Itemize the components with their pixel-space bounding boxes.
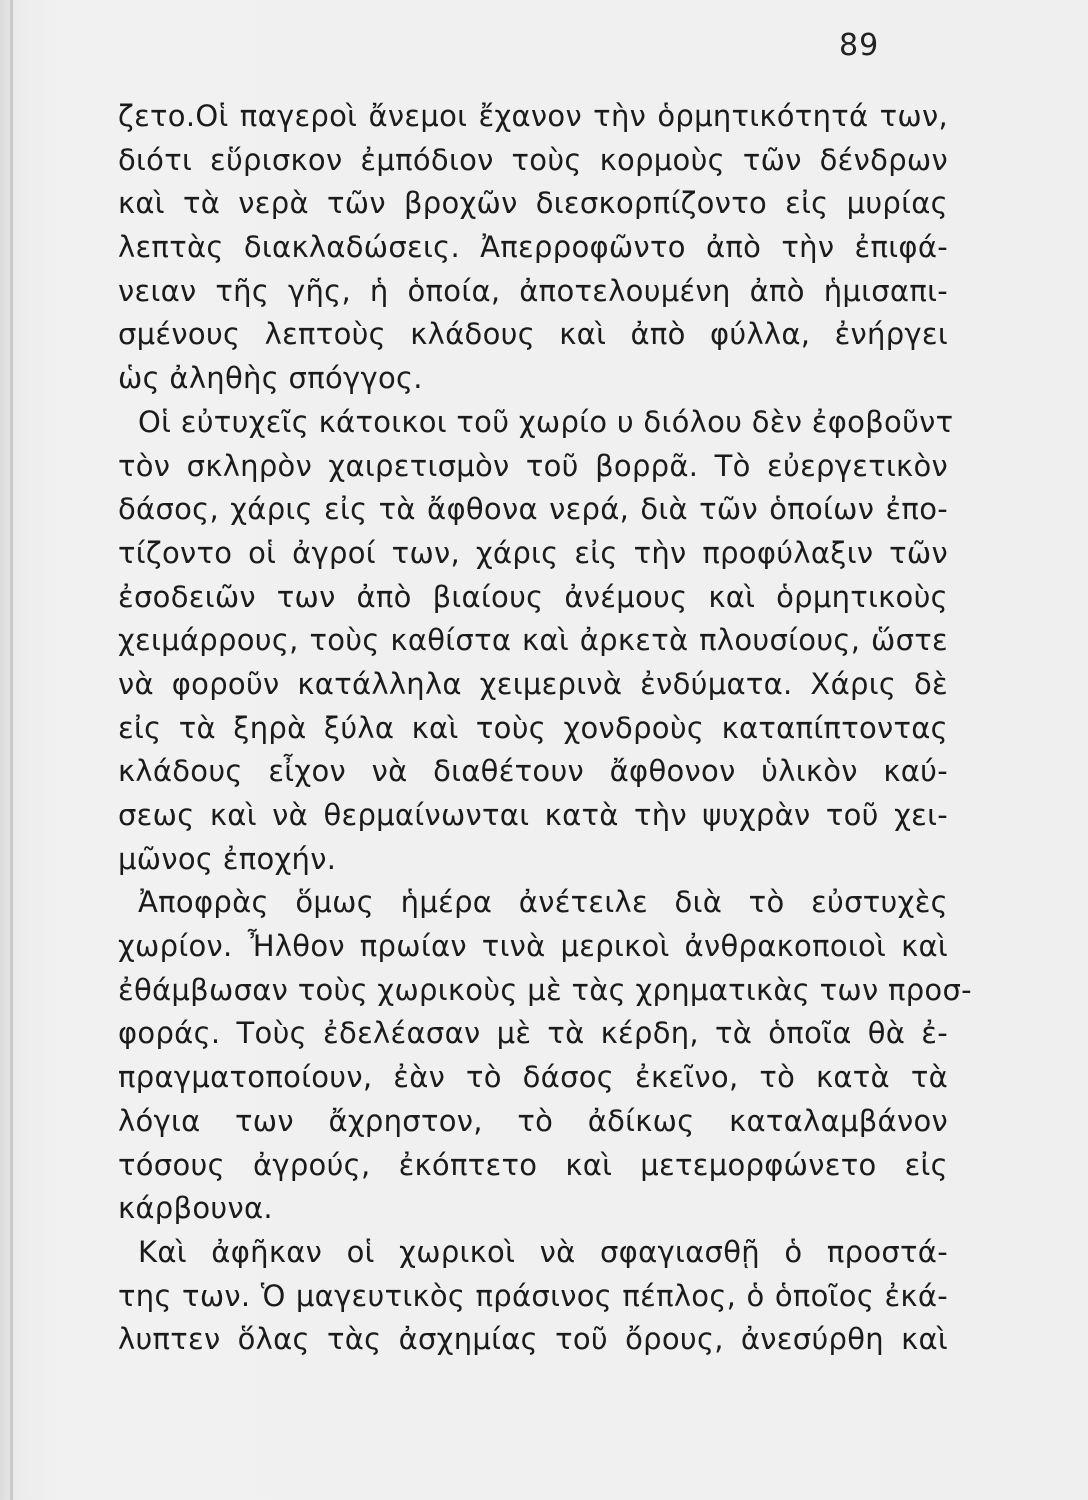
page-number: 89	[839, 28, 880, 63]
text-line: διότι εὕρισκον ἐμπόδιον τοὺς κορμοὺς τῶν δένδρων	[118, 142, 948, 177]
text-line: μῶνος ἐποχήν.	[118, 841, 337, 876]
text-line: Καὶ ἀφῆκαν οἱ χωρικοὶ νὰ σφαγιασθῇ ὁ προστά-	[138, 1234, 948, 1269]
text-line: νὰ φοροῦν κατάλληλα χειμερινὰ ἐνδύματα. Χάρις δὲ	[118, 666, 948, 701]
text-line: καὶ τὰ νερὰ τῶν βροχῶν διεσκορπίζοντο εἰς μυρίας	[118, 186, 948, 221]
text-line: Οἱ εὐτυχεῖς κάτοικοι τοῦ χωρίο υ διόλου δὲν ἐφοβοῦντ	[138, 404, 954, 439]
text-line: λεπτὰς διακλαδώσεις. Ἀπερροφῶντο ἀπὸ τὴν ἐπιφά-	[118, 230, 948, 265]
text-line: σμένους λεπτοὺς κλάδους καὶ ἀπὸ φύλλα, ἐνήργει	[118, 317, 948, 352]
text-line: δάσος, χάρις εἰς τὰ ἄφθονα νερά, διὰ τῶν ὁποίων ἐπο-	[118, 492, 948, 527]
text-line: λυπτεν ὅλας τὰς ἀσχημίας τοῦ ὄρους, ἀνεσύρθη καὶ	[118, 1322, 948, 1357]
text-line: της των. Ὁ μαγευτικὸς πράσινος πέπλος, ὁ ὁποῖος ἐκά-	[118, 1278, 948, 1313]
text-line: σεως καὶ νὰ θερμαίνωνται κατὰ τὴν ψυχρὰν τοῦ χει-	[118, 798, 948, 832]
text-line: τόσους ἀγρούς, ἐκόπτετο καὶ μετεμορφώνετο εἰς	[118, 1147, 948, 1182]
text-line: ἐθάμβωσαν τοὺς χωρικοὺς μὲ τὰς χρηματικὰς των προσ-	[118, 972, 972, 1007]
text-line: ἐσοδειῶν των ἀπὸ βιαίους ἀνέμους καὶ ὁρμητικοὺς	[118, 579, 948, 614]
text-line: χωρίον. Ἦλθον πρωίαν τινὰ μερικοὶ ἀνθρακοποιοὶ καὶ	[118, 929, 948, 964]
text-line: λόγια των ἄχρηστον, τὸ ἀδίκως καταλαμβάνον	[118, 1103, 948, 1138]
text-line: εἰς τὰ ξηρὰ ξύλα καὶ τοὺς χονδροὺς καταπίπτοντας	[118, 710, 948, 745]
text-line: κλάδους εἶχον νὰ διαθέτουν ἄφθονον ὑλικὸν καύ-	[118, 754, 948, 789]
text-line: φοράς. Τοὺς ἐδελέασαν μὲ τὰ κέρδη, τὰ ὁποῖα θὰ ἐ-	[118, 1016, 948, 1051]
text-line: πραγματοποίουν, ἐὰν τὸ δάσος ἐκεῖνο, τὸ κατὰ τὰ	[118, 1060, 948, 1095]
text-line: τίζοντο οἱ ἀγροί των, χάρις εἰς τὴν προφύλαξιν τῶν	[118, 535, 948, 570]
text-line: ὡς ἀληθὴς σπόγγος.	[118, 361, 423, 396]
text-line: Ἀποφρὰς ὅμως ἡμέρα ἀνέτειλε διὰ τὸ εὐστυχὲς	[138, 885, 948, 920]
text-line: χειμάρρους, τοὺς καθίστα καὶ ἀρκετὰ πλουσίους, ὥστε	[118, 623, 948, 658]
text-line: τὸν σκληρὸν χαιρετισμὸν τοῦ βορρᾶ. Τὸ εὐεργετικὸν	[118, 448, 948, 483]
binding-edge	[10, 0, 13, 1500]
body-text	[118, 95, 972, 1362]
text-line: κάρβουνα.	[118, 1191, 273, 1226]
text-line: ζετο.Οἱ παγεροὶ ἄνεμοι ἔχανον τὴν ὁρμητικότητά των,	[118, 99, 948, 133]
text-line: νειαν τῆς γῆς, ἡ ὁποία, ἀποτελουμένη ἀπὸ ἡμισαπι-	[118, 273, 948, 308]
